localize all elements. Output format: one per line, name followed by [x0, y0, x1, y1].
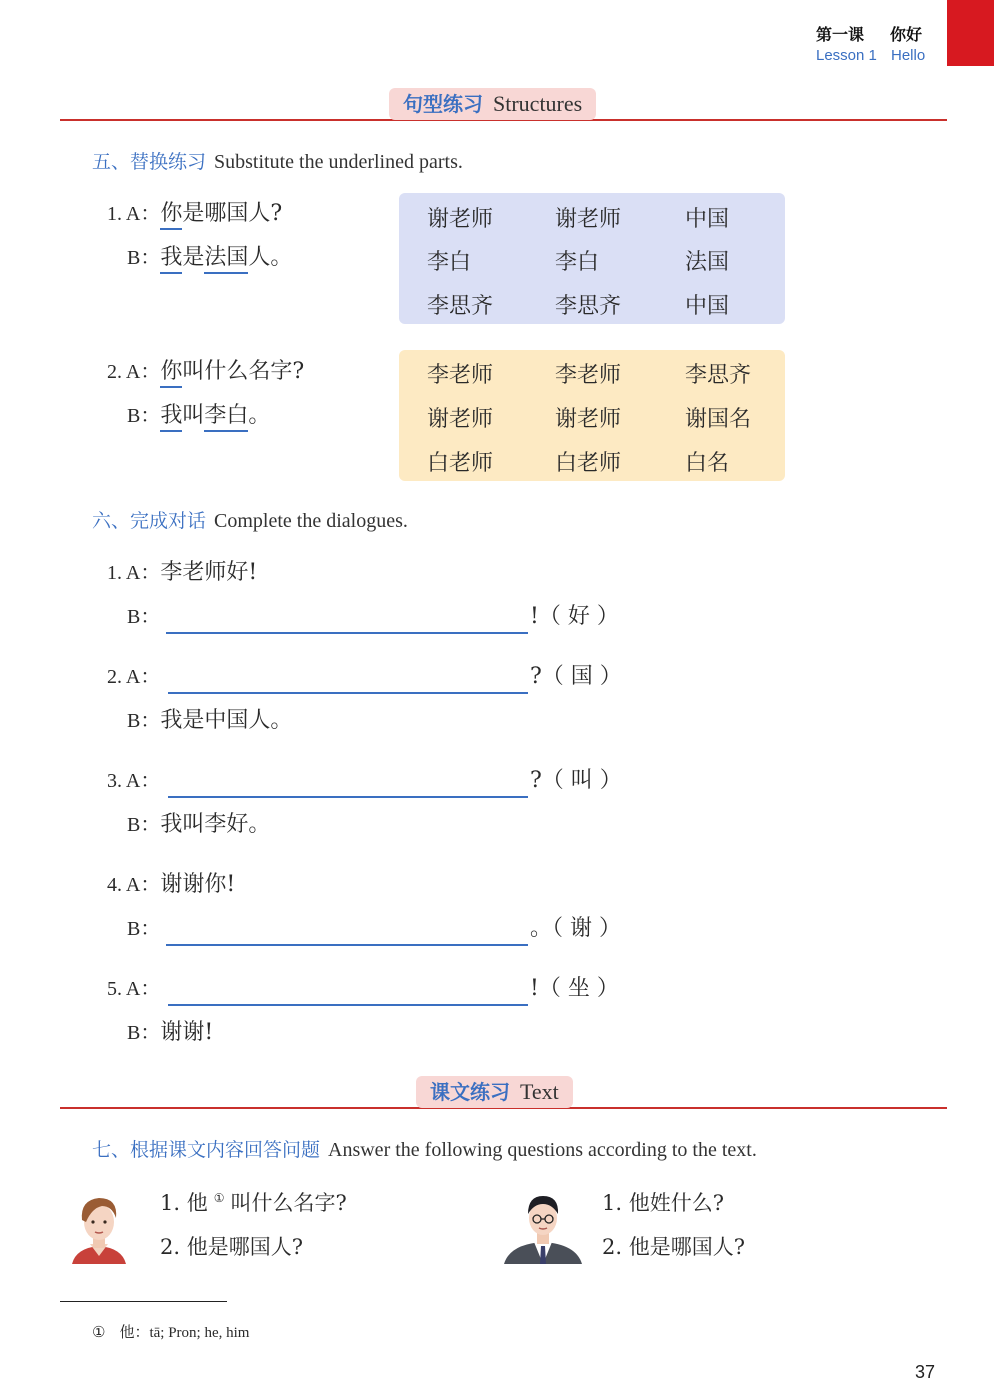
dialogue-2-b: [127, 706, 292, 736]
substitution-table-2: [399, 350, 785, 481]
dialogue-hint: 。（ 谢 ）: [530, 916, 621, 941]
header-title-en: Hello: [891, 47, 926, 64]
sentence-text: 是: [182, 245, 205, 270]
speaker-label: B：: [127, 710, 161, 732]
table-cell: 李思齐: [427, 294, 494, 319]
dialogue-hint: ?（ 国 ）: [530, 664, 622, 689]
table-cell: 李白: [555, 250, 600, 275]
dialogue-4-b-label: [127, 914, 160, 944]
red-corner-tab: [947, 0, 994, 66]
answer-blank-3[interactable]: [168, 796, 528, 798]
exercise-title-en: Substitute the underlined parts.: [214, 151, 463, 173]
item-number: 1. A：: [107, 562, 161, 584]
sentence-text: 我是中国人。: [160, 708, 293, 733]
dialogue-1-a: [107, 558, 257, 588]
table-cell: 谢老师: [555, 407, 622, 432]
section-heading-text: [416, 1076, 573, 1108]
table-cell: 李思齐: [555, 294, 622, 319]
underlined-word: 法国: [204, 245, 248, 274]
exercise-7-heading: [92, 1135, 757, 1162]
sentence-text: 叫: [182, 403, 205, 428]
exercise-title-cn: 五、替换练习: [92, 151, 207, 173]
item-number: 2. A：: [107, 361, 161, 383]
footnote-text: 他：tā; Pron; he, him: [119, 1325, 250, 1341]
table-cell: 法国: [685, 250, 730, 275]
sentence-text: 我叫李好。: [160, 812, 271, 837]
dialogue-hint: !（ 坐 ）: [530, 976, 619, 1001]
table-cell: 李白: [427, 250, 472, 275]
table-cell: 白老师: [427, 451, 494, 476]
exercise-title-cn: 六、完成对话: [92, 510, 207, 532]
dialogue-3-a-label: [107, 766, 160, 796]
dialogue-4-a: [107, 870, 235, 900]
table-cell: 谢老师: [427, 407, 494, 432]
sentence-text: 叫什么名字?: [182, 359, 305, 384]
item-number: 4. A：: [107, 874, 161, 896]
dialogue-hint: !（ 好 ）: [530, 604, 619, 629]
item-number: 1. A：: [107, 203, 161, 225]
speaker-label: B：: [127, 918, 161, 940]
ex7-right-q1: 1. 他姓什么?: [602, 1191, 724, 1215]
exercise-title-cn: 七、根据课文内容回答问题: [92, 1139, 321, 1161]
ex5-item2-line-a: [107, 357, 304, 387]
table-cell: 白老师: [555, 451, 622, 476]
underlined-word: 李白: [204, 403, 248, 432]
underlined-word: 我: [160, 403, 182, 432]
table-cell: 中国: [685, 294, 730, 319]
underlined-word: 你: [160, 359, 182, 388]
exercise-title-en: Answer the following questions according to the text.: [328, 1139, 757, 1161]
ex7-left-q2: 2. 他是哪国人?: [160, 1235, 303, 1259]
question-text: 1. 他: [160, 1191, 208, 1215]
table-cell: 白名: [685, 451, 730, 476]
underlined-word: 你: [160, 201, 182, 230]
avatar-man-glasses-icon: [502, 1190, 584, 1264]
ex7-right-q2: 2. 他是哪国人?: [602, 1235, 745, 1259]
dialogue-1-b-label: [127, 602, 160, 632]
speaker-label: B：: [127, 606, 161, 628]
page-number: 37: [915, 1362, 936, 1382]
header-lesson-cn: 第一课: [816, 25, 865, 44]
section-title-cn: 课文练习: [430, 1080, 510, 1104]
header-lesson-en: Lesson 1: [816, 47, 877, 64]
speaker-label: B：: [127, 814, 161, 836]
section-title-en: Text: [520, 1079, 559, 1104]
speaker-label: B：: [127, 247, 161, 269]
sentence-text: 人。: [248, 245, 293, 270]
table-cell: 李老师: [555, 363, 622, 388]
answer-blank-4[interactable]: [166, 944, 528, 946]
dialogue-2-a-label: [107, 662, 160, 692]
section-title-en: Structures: [493, 91, 583, 116]
avatar-young-man-icon: [66, 1192, 132, 1264]
answer-blank-2[interactable]: [168, 692, 528, 694]
footnote-reference: ①: [213, 1191, 225, 1205]
dialogue-5-a-label: [107, 974, 160, 1004]
table-cell: 谢国名: [685, 407, 752, 432]
item-number: 5. A：: [107, 978, 161, 1000]
ex5-item1-line-b: [127, 243, 292, 273]
exercise-5-heading: [92, 147, 463, 174]
table-cell: 谢老师: [555, 207, 622, 232]
table-cell: 中国: [685, 207, 730, 232]
section-title-cn: 句型练习: [403, 92, 483, 116]
item-number: 3. A：: [107, 770, 161, 792]
sentence-text: 谢谢!: [160, 1020, 214, 1045]
header-title-cn: 你好: [890, 25, 923, 44]
dialogue-hint: ?（ 叫 ）: [530, 768, 622, 793]
item-number: 2. A：: [107, 666, 161, 688]
question-text: 叫什么名字?: [230, 1191, 347, 1215]
sentence-text: 是哪国人?: [182, 201, 283, 226]
table-cell: 李思齐: [685, 363, 752, 388]
substitution-table-1: [399, 193, 785, 324]
table-cell: 谢老师: [427, 207, 494, 232]
section-heading-structures: [389, 88, 596, 120]
exercise-6-heading: [92, 506, 408, 533]
sentence-text: 。: [248, 403, 271, 428]
sentence-text: 李老师好!: [160, 560, 258, 585]
table-cell: 李老师: [427, 363, 494, 388]
answer-blank-1[interactable]: [166, 632, 528, 634]
ex7-left-q1: [160, 1187, 347, 1217]
answer-blank-5[interactable]: [168, 1004, 528, 1006]
underlined-word: 我: [160, 245, 182, 274]
footnote: [92, 1321, 249, 1342]
footnote-mark: ①: [92, 1325, 106, 1341]
ex5-item2-line-b: [127, 401, 270, 431]
dialogue-5-b: [127, 1018, 213, 1048]
sentence-text: 谢谢你!: [160, 872, 236, 897]
speaker-label: B：: [127, 405, 161, 427]
exercise-title-en: Complete the dialogues.: [214, 510, 408, 532]
ex5-item1-line-a: [107, 199, 282, 229]
speaker-label: B：: [127, 1022, 161, 1044]
footnote-divider: [60, 1301, 227, 1302]
dialogue-3-b: [127, 810, 270, 840]
